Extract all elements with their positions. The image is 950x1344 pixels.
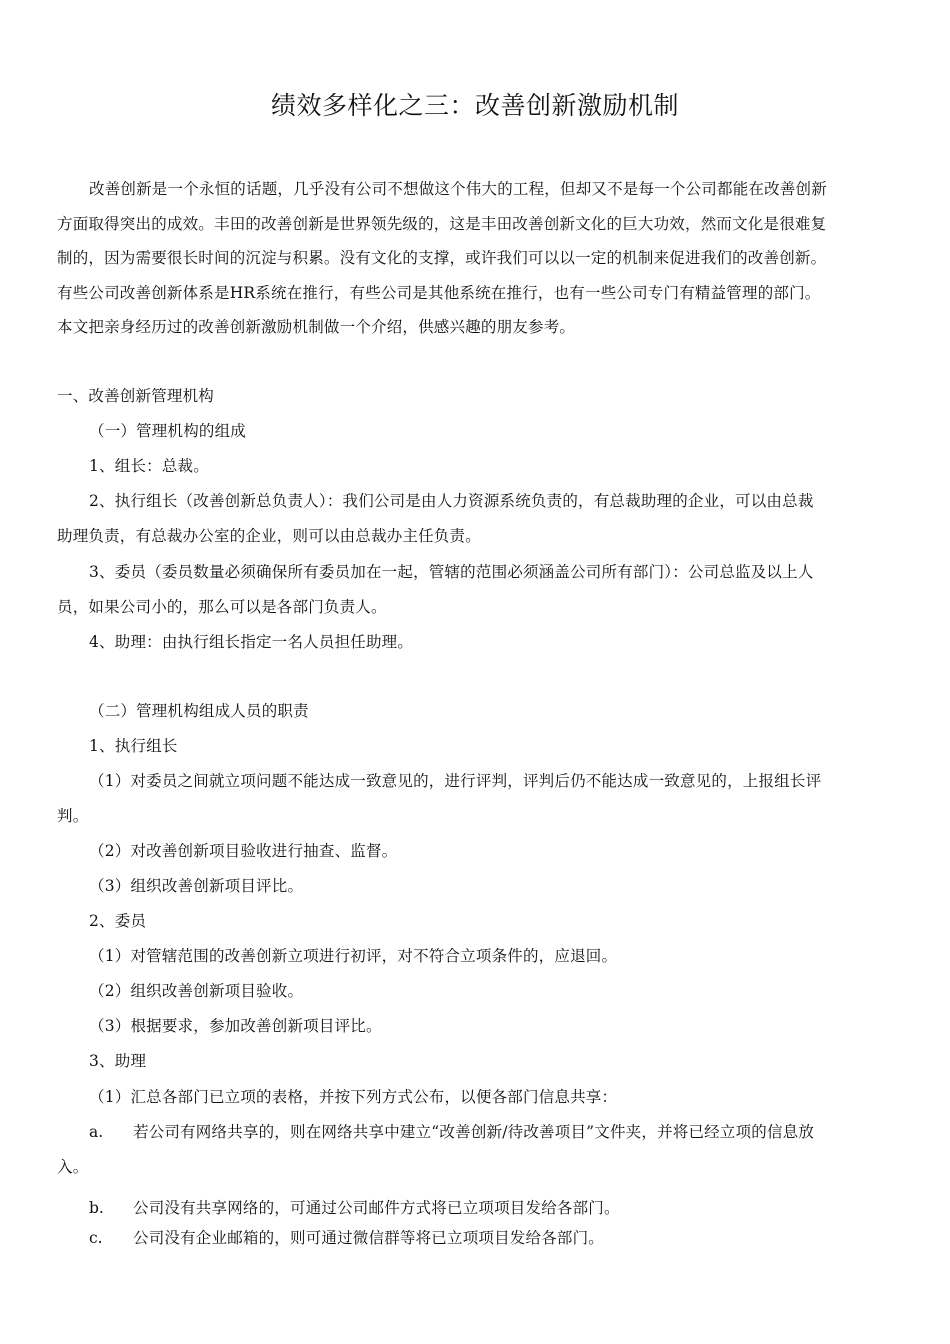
role-heading: 1、执行组长 bbox=[89, 737, 178, 755]
list-item: 4、助理：由执行组长指定一名人员担任助理。 bbox=[89, 633, 414, 651]
intro-line-1: 改善创新是一个永恒的话题，几乎没有公司不想做这个伟大的工程，但却又不是每一个公司都能在改善创新 bbox=[89, 180, 827, 198]
intro-line-3: 制的，因为需要很长时间的沉淀与积累。没有文化的支撑，或许我们可以以一定的机制来促进我们的改善创新。 bbox=[57, 249, 827, 267]
intro-line-2: 方面取得突出的成效。丰田的改善创新是世界领先级的，这是丰田改善创新文化的巨大功效，然而文化是很难复 bbox=[57, 215, 827, 233]
duty-item: （3）组织改善创新项目评比。 bbox=[89, 877, 304, 895]
role-heading: 3、助理 bbox=[89, 1052, 147, 1070]
alpha-item-text: 公司没有共享网络的，可通过公司邮件方式将已立项项目发给各部门。 bbox=[133, 1199, 620, 1217]
intro-line-4: 有些公司改善创新体系是HR系统在推行，有些公司是其他系统在推行，也有一些公司专门有精益管理的部门。 bbox=[57, 284, 821, 302]
list-item: 2、执行组长（改善创新总负责人）：我们公司是由人力资源系统负责的，有总裁助理的企业，可以由总裁 bbox=[89, 492, 814, 510]
role-heading: 2、委员 bbox=[89, 912, 147, 930]
document-title: 绩效多样化之三：改善创新激励机制 bbox=[270, 91, 679, 120]
duty-item: （3）根据要求，参加改善创新项目评比。 bbox=[89, 1017, 382, 1035]
duty-item: （2）对改善创新项目验收进行抽查、监督。 bbox=[89, 842, 398, 860]
alpha-item-label: c. bbox=[89, 1229, 103, 1247]
alpha-item-text: 公司没有企业邮箱的，则可通过微信群等将已立项项目发给各部门。 bbox=[133, 1229, 605, 1247]
list-item: 1、组长：总裁。 bbox=[89, 457, 209, 475]
duty-item-continuation: 判。 bbox=[57, 807, 89, 825]
alpha-item-text: 若公司有网络共享的，则在网络共享中建立“改善创新/待改善项目”文件夹，并将已经立项的信息放 bbox=[133, 1123, 815, 1141]
subsection-1-heading: （一）管理机构的组成 bbox=[89, 422, 247, 440]
section-1-heading: 一、改善创新管理机构 bbox=[57, 387, 215, 405]
list-item-continuation: 员，如果公司小的，那么可以是各部门负责人。 bbox=[57, 598, 387, 616]
duty-item: （1）对管辖范围的改善创新立项进行初评，对不符合立项条件的，应退回。 bbox=[89, 947, 618, 965]
alpha-item-label: a. bbox=[89, 1123, 104, 1141]
duty-item: （2）组织改善创新项目验收。 bbox=[89, 982, 304, 1000]
duty-item: （1）汇总各部门已立项的表格，并按下列方式公布，以便各部门信息共享： bbox=[89, 1088, 618, 1106]
alpha-item-label: b. bbox=[89, 1199, 104, 1217]
list-item: 3、委员（委员数量必须确保所有委员加在一起，管辖的范围必须涵盖公司所有部门）：公司总监及以上人 bbox=[89, 563, 814, 581]
intro-line-5: 本文把亲身经历过的改善创新激励机制做一个介绍，供感兴趣的朋友参考。 bbox=[57, 318, 576, 336]
list-item-continuation: 助理负责，有总裁办公室的企业，则可以由总裁办主任负责。 bbox=[57, 527, 481, 545]
alpha-item-continuation: 入。 bbox=[57, 1158, 89, 1176]
duty-item: （1）对委员之间就立项问题不能达成一致意见的，进行评判，评判后仍不能达成一致意见的，上报组长评 bbox=[89, 772, 822, 790]
subsection-2-heading: （二）管理机构组成人员的职责 bbox=[89, 702, 309, 720]
